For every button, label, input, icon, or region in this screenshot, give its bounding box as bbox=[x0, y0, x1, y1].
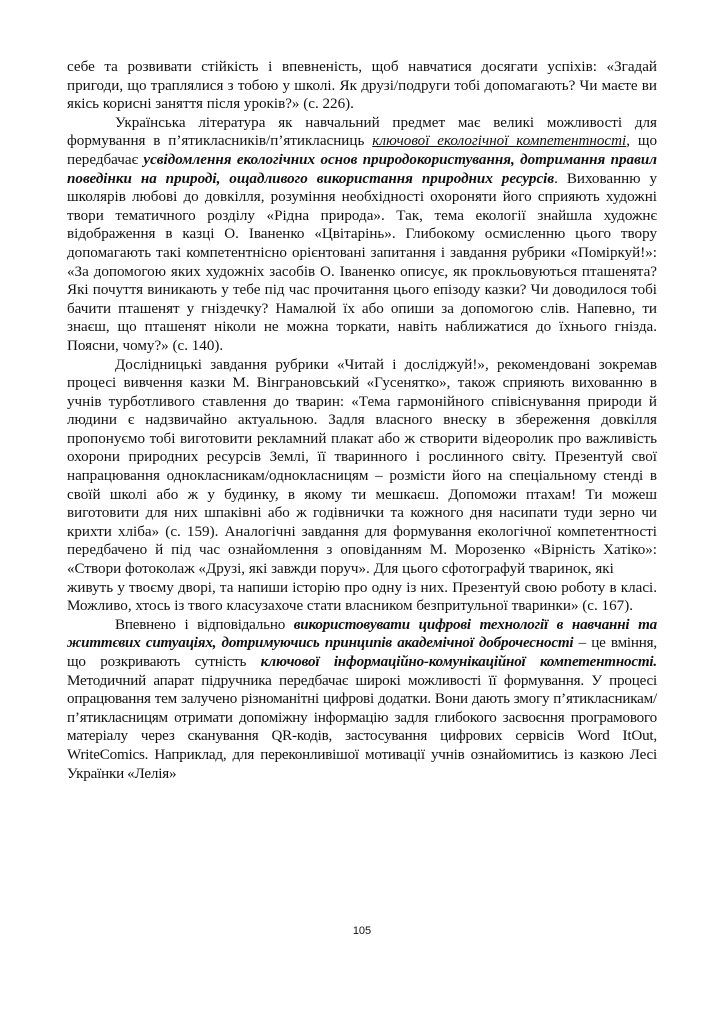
p5-text-e: Методичний апарат підручника передбачає широкі можливості її формування. У процесі опрацювання тем залучено різноманітні цифрові додатки. Вони дають змогу п’ятикласникам/п’ятикласницям отримати допоміжну інформацію задля глибокого засвоєння програмового матеріалу через сканування QR-кодів, застосування цифрових сервісів Word ItOut, WriteComics. Наприклад, для переконливішої мотивації учнів ознайомитись із казкою Лесі Українки «Лелія» bbox=[67, 672, 657, 782]
p2-text-a: Українська література як навчальний предмет має великі можливості для формування в п’ятикласників/п’ятикласниць bbox=[67, 114, 657, 150]
p5-text-a: Впевнено і відповідально bbox=[115, 616, 294, 633]
p4-text: живуть у твоєму дворі, та напиши історію про одну із них. Презентуй свою роботу в класі. Можливо, хтось із твого класузахоче стати власником безпритульної тваринки» (с. 167). bbox=[67, 579, 657, 615]
p2-competence-description: усвідомлення екологічних основ природокористування, дотримання правил поведінки на природі, ощадливого використання природних ресурсів bbox=[67, 151, 657, 187]
p5-text-c: – це вміння, що розкривають сутність bbox=[67, 635, 657, 670]
paragraph-2 bbox=[67, 114, 657, 356]
p2-text-e: . Вихованню у школярів любові до довкілля, розуміння необхідності охороняти його сприяють художні твори тематичного розділу «Рідна природа». Так, тема екології знайшла художнє відображення в казці О. Іваненко «Цвітарінь». Глибокому осмисленню цього твору допомагають такі компетентнісно орієнтовані запитання і завдання рубрики «Поміркуй!»: «За допомогою яких художніх засобів О. Іваненко описує, як прокльовуються пташенята? Які почуття виникають у тебе під час прочитання цього епізоду казки? Чи доводилося тобі бачити пташенят у гніздечку? Намалюй їх або опиши за допомогою слів. Напевно, ти знаєш, що пташенят ніколи не можна торкати, навіть наближатися до їхнього гнізда. Поясни, чому?» (с. 140). bbox=[67, 170, 657, 354]
p2-text-c: , що передбачає bbox=[67, 133, 657, 168]
paragraph-1 bbox=[67, 58, 657, 114]
page-number: 105 bbox=[352, 925, 372, 937]
p5-ict-competence: ключової інформаційно-комунікаційної компетентності. bbox=[260, 654, 657, 670]
p1-text: себе та розвивати стійкість і впевненість, щоб навчатися досягати успіхів: «Згадай пригоди, що траплялися з тобою у школі. Як друзі/подруги тобі допомагають? Чи маєте ви якісь корисні заняття після уроків?» (с. 226). bbox=[67, 59, 657, 113]
paragraph-4 bbox=[67, 579, 657, 616]
p2-key-competence: ключової екологічної компетентності bbox=[372, 133, 627, 150]
p3-text: Дослідницькі завдання рубрики «Читай і досліджуй!», рекомендовані зокремав процесі вивчення казки М. Вінграновський «Гусенятко», також сприяють вихованню в учнів турботливого ставлення до тварин: «Тема гармонійного співіснування природи й людини є надзвичайно актуальною. Задля власного внеску в збереження довкілля пропонуємо тобі виготовити рекламний плакат або ж створити відеоролик про важливість охорони природних ресурсів Землі, її тваринного і рослинного світу. Презентуй свої напрацювання однокласникам/однокласницям – розмісти його на спеціальному стенді в своїй школі або ж у будинку, в якому ти мешкаєш. Допоможи птахам! Ти можеш виготовити для них шпаківні або ж годівнички та кожного дня насипати туди зерно чи крихти хліба» (с. 159). Аналогічні завдання для формування екологічної компетентності передбачено й під час ознайомлення з оповіданням М. Морозенко «Вірність Хатіко»: «Створи фотоколаж «Друзі, які завжди поруч». Для цього сфотографуй тваринок, які bbox=[67, 356, 657, 578]
page-body bbox=[67, 58, 657, 783]
p5-digital-skills: використовувати цифрові технології в навчанні та життєвих ситуаціях, дотримуючись принципів академічної доброчесності bbox=[67, 616, 657, 652]
paragraph-3 bbox=[67, 356, 657, 579]
paragraph-5 bbox=[67, 616, 657, 783]
